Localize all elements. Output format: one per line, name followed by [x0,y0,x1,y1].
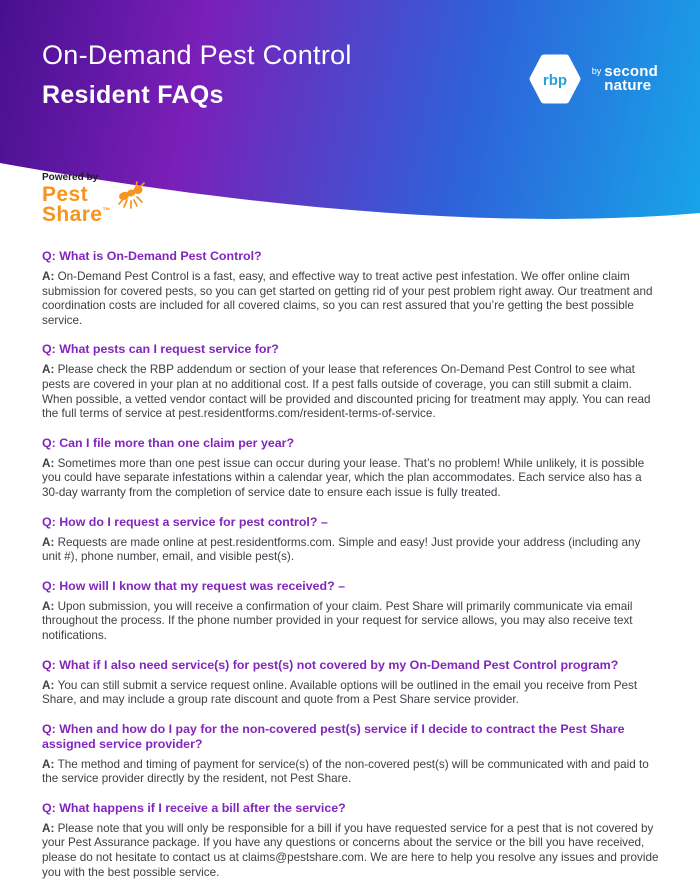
faq-question: Q: Can I file more than one claim per year? [42,435,295,450]
faq-item [42,722,660,787]
faq-question: Q: When and how do I pay for the non-covered pest(s) service if I decide to contract the Pest Share assigned service provider? [42,721,625,751]
faq-answer: A: Upon submission, you will receive a confirmation of your claim. Pest Share will primarily communicate via email throughout the process. If the phone number provided in your request for service allows, you may also receive text notifications. [42,599,633,642]
faq-answer: A: Please check the RBP addendum or section of your lease that references On-Demand Pest Control to see what pests are covered in your plan at no additional cost. If a pest falls outside of coverage, you can still submit a claim. When possible, a vetted vendor contact will be provided and discounted pricing for treatment may apply. You can read the full terms of service at pest.residentforms.com/resident-terms-of-service. [42,363,651,421]
rbp-badge-icon [528,54,582,104]
faq-question: Q: How will I know that my request was received? – [42,578,345,593]
rbp-logo-text: rbp [542,72,567,89]
faq-item [42,801,660,880]
rbp-second-nature-logo [528,54,658,104]
faq-question: Q: What pests can I request service for? [42,342,279,357]
faq-item [42,579,660,644]
faq-answer: A: On-Demand Pest Control is a fast, easy, and effective way to treat active pest infestation. We offer online claim submission for covered pests, so you can get started on getting rid of your pest problem right away. Our treatment and coordination costs are included for all covered claims, so you can rest assured that you’re getting the best possible service. [42,270,653,327]
faq-question: Q: How do I request a service for pest control? – [42,514,328,529]
page-subtitle: Resident FAQs [42,81,224,109]
pest-share-bug-icon [115,181,147,211]
faq-item [42,436,660,501]
page-title: On-Demand Pest Control [42,40,352,70]
faq-item [42,658,660,708]
pest-share-wordmark: Pest Share™ [42,183,111,226]
faq-list [0,235,700,880]
second-nature-wordmark [591,62,658,94]
faq-answer: A: Requests are made online at pest.residentforms.com. Simple and easy! Just provide your address (including any unit #), phone number, email, and visible pest(s). [42,535,641,564]
faq-answer: A: You can still submit a service request online. Available options will be outlined in the email you receive from Pest Share, and may include a group rate discount and quote from a Pest Share service provider. [42,678,638,707]
faq-answer: A: The method and timing of payment for service(s) of the non-covered pest(s) will be communicated with and paid to the service provider directly by the resident, not Pest Share. [42,757,649,786]
faq-answer: A: Sometimes more than one pest issue can occur during your lease. That’s no problem! While unlikely, it is possible you could have separate infestations within a calendar year, which the plan accommodates. Each service also has a 30-day warranty from the completion of service date to ensure each issue is fully treated. [42,456,645,499]
second-nature-text: second nature [604,62,658,94]
pest-share-logo [42,172,147,225]
faq-question: Q: What happens if I receive a bill after the service? [42,800,346,815]
trademark-symbol: ™ [102,205,111,215]
faq-question: Q: What if I also need service(s) for pest(s) not covered by my On-Demand Pest Control program? [42,657,619,672]
faq-item [42,249,660,328]
powered-by-label: Powered by [42,172,99,183]
faq-answer: A: Please note that you will only be responsible for a bill if you have requested service for a pest that is not covered by your Pest Assurance package. If you have any questions or concerns about the service or the bill you have received, please do not hesitate to contact us at claims@pestshare.com. We are here to help you resolve any issues and provide you with the best possible service. [42,821,659,879]
faq-item [42,515,660,565]
faq-question: Q: What is On-Demand Pest Control? [42,249,262,263]
faq-item [42,342,660,421]
by-label: by [591,65,602,76]
